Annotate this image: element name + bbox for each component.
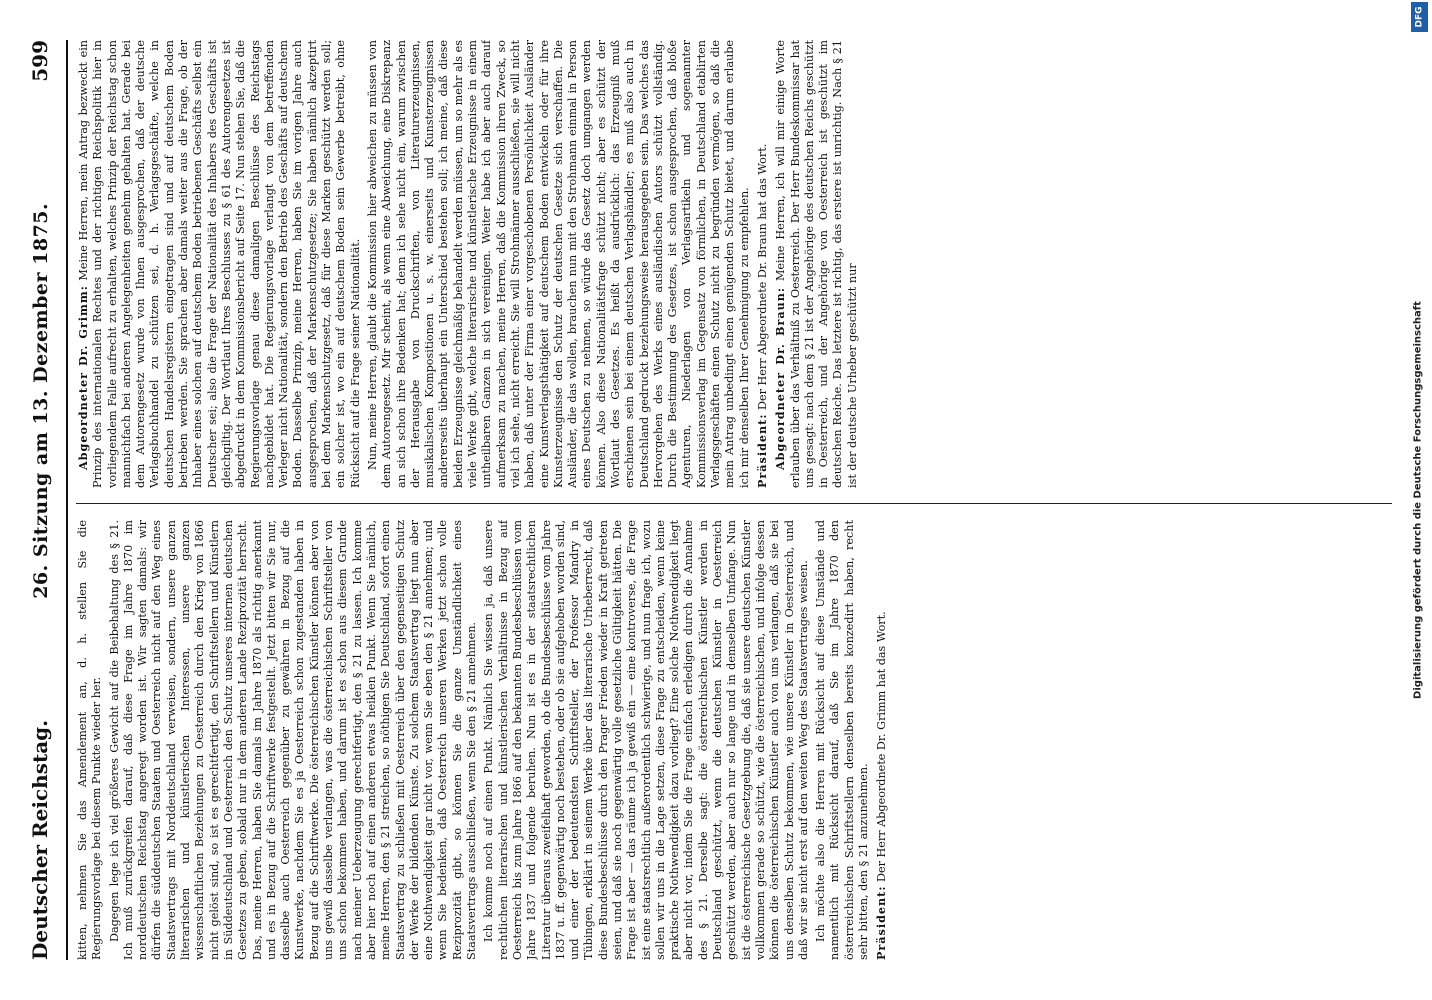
paragraph: Nun, meine Herren, glaubt die Kommission hier abweichen zu müssen von dem Autorengesetz. Mir scheint, als wenn eine Abweichung, eine Diskrepanz an sich schon ihre Bedenken hat; denn ich sehe nicht ein, warum zwischen der Herausgabe von Druckschriften, von Literaturerzeugnissen, musikalischen Kompositionen u. s. w. einerseits und Kunsterzeugnissen andererseits überhaupt ein Unterschied bestehen soll; ich meine, daß diese beiden Erzeugnisse gleichmäßig behandelt werden müssen, um so mehr als es viele Werke gibt, welche literarische und künstlerische Erzeugnisse in einem untheilbaren Ganzen in sich vereinigen. Weiter habe ich aber auch darauf aufmerksam zu machen, meine Herren, daß die Kommission ihren Zweck, so viel ich sehe, nicht erreicht. Sie will Strohmänner ausschließen, sie will nicht haben, daß unter der Firma einer vorgeschobenen Persönlichkeit Ausländer eine Kunstverlagsthätigkeit auf deutschem Boden entwickeln oder für ihre Kunsterzeugnisse den Schutz der deutschen Gesetze sich verschaffen. Die Ausländer, die das wollen, brauchen nun mit den Strohmann einmal in Person eines Deutschen zu nehmen, so würde das Gesetz doch umgangen werden können. Also diese Nationalitätsfrage schützt nicht; aber es schützt der Wortlaut des Gesetzes. Es heißt da ausdrücklich: das Erzeugniß muß erschienen sein bei einem deutschen Verlagshändler; es muß also auch in Deutschland gedruckt beziehungsweise herausgegeben sein. Das welches das Hervorgehen des Werks eines ausländischen Autors schützt vollständig. Durch die Bestimmung des Gesetzes, ist schon ausgesprochen, daß bloße Agenturen, Niederlagen von Verlagsartikeln und sogenannter Kommissionsverlag im Gegensatz von förmlichen, in Deutschland etablirten Verlagsgeschäften einen Schutz nicht zu begründen vermögen, so daß die mein Antrag unbedingt einen genügenden Schutz bietet, und darum erlaube ich mir denselben Ihrer Genehmigung zu empfehlen. — [365, 40, 751, 488]
right-column — [76, 40, 1392, 488]
president-statement — [874, 520, 889, 960]
left-column — [76, 520, 1392, 960]
president-statement — [755, 40, 770, 488]
digitization-credit — [1404, 0, 1432, 1000]
dfg-logo: DFG — [1411, 2, 1428, 32]
president-label: Präsident: — [874, 885, 889, 960]
paragraph: Ich möchte also die Herren mit Rücksicht auf diese Umstände und namentlich mit Rücksicht darauf, daß Sie im Jahre 1870 den österreichischen Schriftstellern denselben bereits konzedirt haben, recht sehr bitten, den § 21 anzunehmen. — [814, 520, 871, 960]
column-divider — [76, 503, 1392, 504]
president-text: Der Herr Abgeordnete Dr. Grimm hat das Wort. — [875, 611, 889, 882]
speech-braun — [773, 40, 860, 488]
president-text: Der Herr Abgeordnete Dr. Braun hat das Wort. — [755, 143, 769, 410]
speech-text: Meine Herren, mein Antrag bezweckt ein Prinzip des internationalen Rechtes und der richtigen Reichspolitik hier in vorliegendem Falle aufrecht zu erhalten, welches Prinzip der Reichstag schon mannichfach bei anderen Angelegenheiten genehm gehalten hat. Gerade bei dem Autorengesetz wurde von Ihnen ausgesprochen, daß der deutsche Verlagsbuchhandel zu schützen sei, d. h. Verlagsgeschäfte, welche in deutschen Handelsregistern eingetragen sind und auf deutschem Boden betrieben werden. Sie sprachen aber damals weiter aus die Frage, ob der Inhaber eines solchen auf deutschem Boden betriebenen Geschäfts selbst ein Deutscher sei; also die Frage der Nationalität des Inhabers des Geschäfts ist gleichgiltig. Der Wortlaut Ihres Beschlusses zu § 61 des Autorengesetzes ist abgedruckt in dem Kommissionsbericht auf Seite 17. Nun stehen Sie, daß die Regierungsvorlage genau diese damaligen Beschlüsse des Reichstags nachgebildet hat. Die Regierungsvorlage verlangt von dem betreffenden Verleger nicht Nationalität, sondern den Betrieb des Geschäfts auf deutschem Boden. Dasselbe Prinzip, meine Herren, haben Sie im vorigen Jahre auch ausgesprochen, daß der Markenschutzgesetze; Sie haben nämlich akzeptirt bei dem Markenschutzgesetz, daß für diese Marken geschützt werden soll; ein solcher ist, wo ein auf deutschem Boden sein Gewerbe betreibt, ohne Rücksicht auf die Frage seiner Nationalität. — [77, 40, 362, 488]
speech-text: Meine Herren, ich will mir einige Worte erlauben über das Verhältniß zu Oesterreich. Der Herr Bundeskommissar hat uns gesagt: nach dem § 21 ist der Angehörige des deutschen Reichs geschützt in Oesterreich, und der Angehörige von Oesterreich ist geschützt im deutschen Reiche. Das letztere ist richtig, das erstere ist unrichtig. Nach § 21 ist der deutsche Urheber geschützt nur — [774, 40, 859, 488]
credit-text: Digitalisierung gefördert durch die Deutsche Forschungsgemeinschaft — [1412, 301, 1424, 699]
speaker-label: Abgeordneter Dr. Braun: — [773, 286, 788, 470]
speech-grimm — [76, 40, 363, 488]
speaker-label: Abgeordneter Dr. Grimm: — [76, 285, 90, 470]
paragraph: Ich komme noch auf einen Punkt. Nämlich Sie wissen ja, daß unsere rechtlichen literarischen und künstlerischen Verhältnisse in Bezug auf Oesterreich bis zum Jahre 1866 auf den bekannten Bundesbeschlüssen vom Jahre 1837 und folgende beruhen. Nun ist es in der staatsrechtlichen Literatur überaus zweifelhaft geworden, ob die Bundesbeschlüsse vom Jahre 1837 u. ff. gegenwärtig noch bestehen, oder ob sie aufgehoben worden sind, und einer der bedeutendsten Schriftsteller, der Professor Mandry in Tübingen, erklärt in seinem Werke über das literarische Urheberrecht, daß diese Bundesbeschlüsse durch den Prager Frieden wieder in Kraft getreten seien, und daß sie noch gegenwärtig volle gesetzliche Gültigkeit hätten. Die Frage ist aber — das räume ich ja gewiß ein — eine kontroverse, die Frage ist eine staatsrechtlich außerordentlich schwierige, und nun frage ich, wozu sollen wir uns in die Lage setzen, diese Frage zu entscheiden, wenn keine praktische Nothwendigkeit dazu vorliegt? Eine solche Nothwendigkeit liegt aber nicht vor, indem Sie die Frage einfach erledigen durch die Annahme des § 21. Derselbe sagt: die österreichischen Künstler werden in Deutschland geschützt, wenn die deutschen Künstler in Oesterreich geschützt werden, aber auch nur so lange und in demselben Umfange. Nun ist die österreichische Gesetzgebung die, daß sie unsere deutschen Künstler vollkommen gerade so schützt, wie die österreichischen, und infolge dessen können die österreichischen Künstler auch von uns verlangen, daß sie bei uns denselben Schutz bekommen, wie unsere Künstler in Oesterreich, und daß wir sie nicht erst auf den weiten Weg des Staatsvertrages weisen. — [482, 520, 810, 960]
paragraph: Dagegen lege ich viel größeres Gewicht auf die Beibehaltung des § 21. Ich muß zurückgreifen darauf, daß diese Frage im Jahre 1870 im norddeutschen Reichstag angeregt worden ist. Wir sagten damals: wir dürfen die süddeutschen Staaten und Oesterreich nicht auf den Weg eines Staatsvertrags mit Norddeutschland verweisen, sondern, unsere ganzen literarischen und künstlerischen Interessen, unsere ganzen wissenschaftlichen Beziehungen zu Oesterreich durch den Krieg von 1866 nicht gelöst sind, so ist es gerechtfertigt, den Schriftstellern und Künstlern in Süddeutschland und Oesterreich den Schutz unseres internen deutschen Gesetzes zu geben, sobald nur in dem anderen Lande Reziprozität herrscht. Das, meine Herren, haben Sie damals im Jahre 1870 als richtig anerkannt und es in Bezug auf die Schriftwerke festgestellt. Jetzt bitten wir Sie nur, dasselbe auch Oesterreich gegenüber zu gewähren in Bezug auf die Kunstwerke, nachdem Sie es ja Oesterreich schon zugestanden haben in Bezug auf die Schriftwerke. Die österreichischen Künstler können aber von uns gewiß dasselbe verlangen, was die österreichischen Schriftsteller von uns schon bekommen haben, und darum ist es schon aus diesem Grunde nach meiner Ueberzeugung gerechtfertigt, den § 21 zu lassen. Ich komme aber hier noch auf einen anderen etwas heiklen Punkt. Wenn Sie nämlich, meine Herren, den § 21 streichen, so nöthigen Sie Deutschland, sofort einen Staatsvertrag zu schließen mit Oesterreich über den gegenseitigen Schutz der Werke der bildenden Künste. Zu solchem Staatsvertrag liegt nun aber eine Nothwendigkeit gar nicht vor, wenn Sie eben den § 21 annehmen; und wenn Sie bedenken, daß Oesterreich unseren Werken jetzt schon volle Reziprozität gibt, so können Sie die ganze Umständlichkeit eines Staatsvertrags ausschließen, wenn Sie den § 21 annehmen. — [107, 520, 479, 960]
president-label: Präsident: — [754, 413, 769, 488]
header-title: 26. Sitzung am 13. Dezember 1875. — [30, 202, 52, 599]
page-header — [28, 40, 68, 960]
page-number: 599 — [28, 40, 52, 82]
paragraph: kitten, nehmen Sie das Amendement an, d. h. stellen Sie die Regierungsvorlage bei diesem Punkte wieder her. — [76, 520, 104, 960]
header-left: Deutscher Reichstag. — [28, 719, 52, 960]
